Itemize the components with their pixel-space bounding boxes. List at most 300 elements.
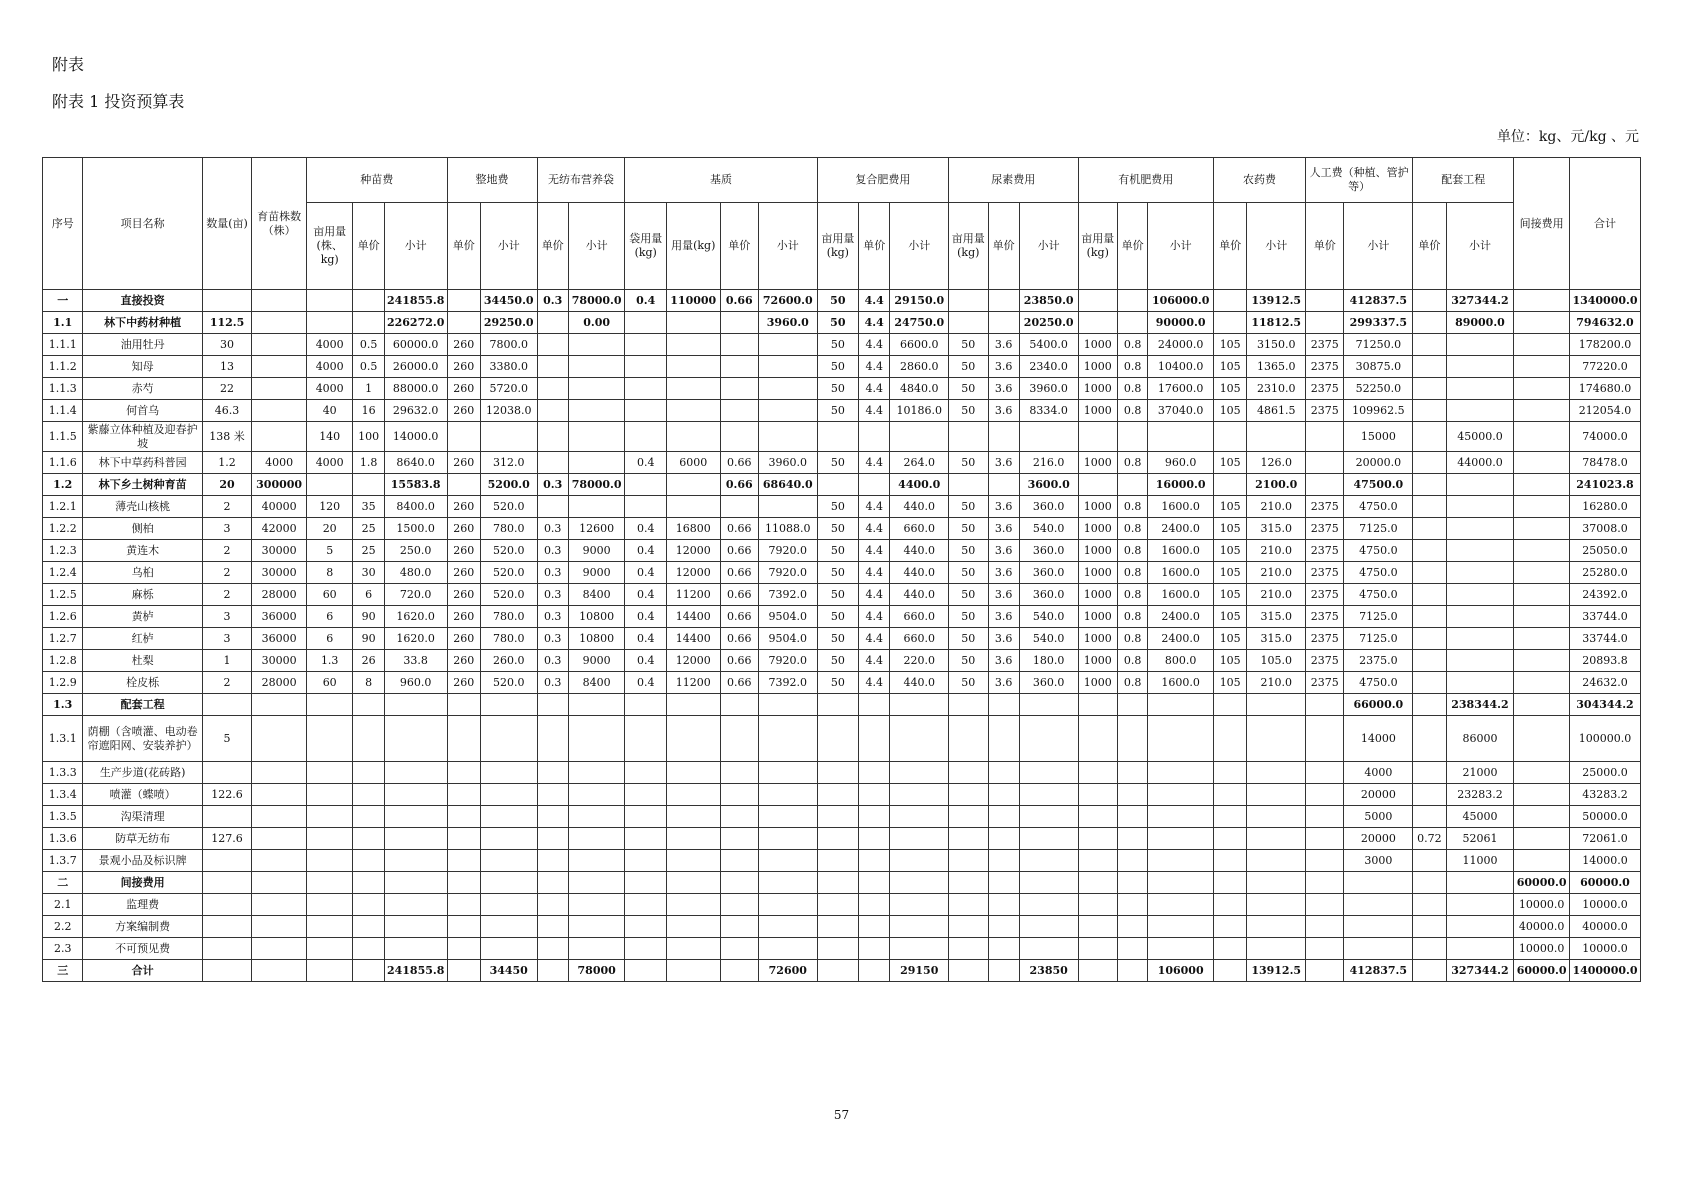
table-cell: 6600.0: [890, 334, 949, 356]
table-cell: [447, 312, 480, 334]
table-cell: 2: [202, 540, 252, 562]
table-cell: 3: [202, 518, 252, 540]
table-cell: [1214, 828, 1247, 850]
table-cell: [252, 828, 307, 850]
table-cell: [1019, 872, 1078, 894]
table-cell: [666, 850, 720, 872]
table-cell: 17600.0: [1148, 378, 1214, 400]
table-cell: 520.0: [480, 584, 537, 606]
table-cell: 7920.0: [758, 540, 817, 562]
table-cell: [1117, 290, 1147, 312]
table-cell: [568, 422, 625, 452]
table-cell: [625, 694, 666, 716]
table-cell: [353, 938, 384, 960]
table-cell: [1413, 716, 1446, 762]
table-cell: 794632.0: [1569, 312, 1640, 334]
table-cell: [1148, 806, 1214, 828]
table-cell: [625, 762, 666, 784]
table-row: [43, 716, 1641, 762]
table-cell: 23850.0: [1019, 290, 1078, 312]
sub-header: 小计: [890, 203, 949, 290]
table-cell: 0.4: [625, 628, 666, 650]
table-cell: 4000: [306, 356, 353, 378]
table-cell: 3: [202, 606, 252, 628]
row-item-name: 防草无纺布: [83, 828, 202, 850]
table-row: [43, 606, 1641, 628]
table-cell: [1148, 916, 1214, 938]
header-substrate: 基质: [625, 158, 817, 203]
table-cell: [625, 938, 666, 960]
table-cell: [1247, 784, 1306, 806]
table-cell: [817, 916, 858, 938]
table-cell: 50: [817, 584, 858, 606]
table-cell: 3960.0: [758, 452, 817, 474]
table-cell: [1306, 960, 1344, 982]
table-cell: [1148, 762, 1214, 784]
table-cell: [306, 960, 353, 982]
table-cell: [1306, 916, 1344, 938]
table-cell: 11200: [666, 584, 720, 606]
table-cell: [1413, 496, 1446, 518]
table-cell: 299337.5: [1344, 312, 1413, 334]
table-cell: 50: [949, 562, 988, 584]
table-cell: [625, 872, 666, 894]
table-cell: 22: [202, 378, 252, 400]
table-cell: [252, 378, 307, 400]
table-cell: [1117, 474, 1147, 496]
table-cell: [568, 784, 625, 806]
header-compound-fert: 复合肥费用: [817, 158, 948, 203]
table-cell: [1214, 474, 1247, 496]
table-cell: 2100.0: [1247, 474, 1306, 496]
table-cell: 29250.0: [480, 312, 537, 334]
table-cell: 660.0: [890, 518, 949, 540]
table-cell: [666, 916, 720, 938]
table-cell: [1117, 828, 1147, 850]
table-cell: 0.3: [537, 562, 568, 584]
table-cell: 540.0: [1019, 518, 1078, 540]
table-cell: [1214, 784, 1247, 806]
sub-header: 单价: [353, 203, 384, 290]
table-cell: [1413, 540, 1446, 562]
table-cell: 4750.0: [1344, 672, 1413, 694]
table-cell: [859, 828, 890, 850]
table-cell: 241023.8: [1569, 474, 1640, 496]
table-cell: [890, 422, 949, 452]
table-cell: 16: [353, 400, 384, 422]
table-cell: 60000.0: [1514, 872, 1570, 894]
row-item-name: 薄壳山核桃: [83, 496, 202, 518]
table-cell: 50: [817, 628, 858, 650]
table-cell: [666, 872, 720, 894]
table-cell: [988, 828, 1019, 850]
table-cell: [353, 474, 384, 496]
sub-header: 小计: [1148, 203, 1214, 290]
table-cell: [1078, 916, 1117, 938]
table-cell: [202, 290, 252, 312]
table-cell: [1306, 312, 1344, 334]
table-cell: [720, 872, 758, 894]
table-cell: [1117, 762, 1147, 784]
table-cell: [949, 474, 988, 496]
table-cell: [758, 400, 817, 422]
table-cell: [1446, 562, 1514, 584]
table-row: [43, 422, 1641, 452]
table-cell: 138 米: [202, 422, 252, 452]
table-cell: 40000: [252, 496, 307, 518]
table-row: [43, 938, 1641, 960]
table-cell: 260: [447, 356, 480, 378]
table-cell: 60: [306, 672, 353, 694]
table-cell: [480, 694, 537, 716]
table-cell: [1514, 540, 1570, 562]
table-cell: 0.3: [537, 628, 568, 650]
table-cell: [1413, 400, 1446, 422]
table-cell: 24000.0: [1148, 334, 1214, 356]
table-cell: [447, 828, 480, 850]
table-cell: 2375: [1306, 356, 1344, 378]
table-cell: [1514, 400, 1570, 422]
table-cell: 16000.0: [1148, 474, 1214, 496]
table-cell: 50: [949, 496, 988, 518]
table-cell: [1078, 474, 1117, 496]
sub-header: 亩用量(kg): [1078, 203, 1117, 290]
table-cell: [890, 828, 949, 850]
table-cell: [202, 960, 252, 982]
table-cell: 3.6: [988, 378, 1019, 400]
table-cell: 105: [1214, 334, 1247, 356]
table-cell: 360.0: [1019, 584, 1078, 606]
table-cell: [666, 716, 720, 762]
table-cell: [625, 334, 666, 356]
table-cell: 226272.0: [384, 312, 447, 334]
table-cell: 43283.2: [1569, 784, 1640, 806]
table-cell: [447, 422, 480, 452]
table-cell: [1117, 872, 1147, 894]
table-cell: [480, 806, 537, 828]
table-cell: [890, 806, 949, 828]
table-cell: [384, 806, 447, 828]
table-cell: 12000: [666, 562, 720, 584]
table-cell: 360.0: [1019, 672, 1078, 694]
table-cell: 0.8: [1117, 606, 1147, 628]
table-cell: [1117, 938, 1147, 960]
table-cell: [568, 694, 625, 716]
table-cell: [758, 356, 817, 378]
table-cell: 110000: [666, 290, 720, 312]
table-cell: 1000: [1078, 496, 1117, 518]
table-cell: [1078, 806, 1117, 828]
table-cell: [353, 806, 384, 828]
table-cell: 1: [202, 650, 252, 672]
table-cell: 3: [202, 628, 252, 650]
table-cell: [537, 784, 568, 806]
table-cell: [306, 938, 353, 960]
table-cell: 241855.8: [384, 290, 447, 312]
table-cell: 2400.0: [1148, 606, 1214, 628]
table-cell: [758, 872, 817, 894]
table-row: [43, 452, 1641, 474]
table-cell: [1078, 762, 1117, 784]
table-cell: [480, 716, 537, 762]
table-cell: [447, 806, 480, 828]
table-cell: [720, 694, 758, 716]
table-cell: 0.8: [1117, 540, 1147, 562]
table-cell: 3960.0: [758, 312, 817, 334]
table-cell: 52250.0: [1344, 378, 1413, 400]
table-cell: 24632.0: [1569, 672, 1640, 694]
sub-header: 单价: [1413, 203, 1446, 290]
table-cell: 780.0: [480, 518, 537, 540]
row-item-name: 紫藤立体种植及迎春护坡: [83, 422, 202, 452]
table-cell: 1340000.0: [1569, 290, 1640, 312]
table-cell: 15000: [1344, 422, 1413, 452]
table-cell: 238344.2: [1446, 694, 1514, 716]
table-cell: [1148, 850, 1214, 872]
table-cell: [306, 474, 353, 496]
table-cell: [1413, 356, 1446, 378]
table-cell: 220.0: [890, 650, 949, 672]
table-cell: 780.0: [480, 606, 537, 628]
table-cell: [720, 496, 758, 518]
table-cell: [1514, 784, 1570, 806]
sub-header: 单价: [1214, 203, 1247, 290]
table-cell: 30000: [252, 540, 307, 562]
table-cell: [447, 784, 480, 806]
table-row: [43, 916, 1641, 938]
table-cell: [890, 916, 949, 938]
header-supporting: 配套工程: [1413, 158, 1514, 203]
table-cell: [666, 334, 720, 356]
table-cell: 127.6: [202, 828, 252, 850]
table-cell: [1413, 452, 1446, 474]
table-cell: 0.3: [537, 650, 568, 672]
table-cell: 180.0: [1019, 650, 1078, 672]
table-cell: 46.3: [202, 400, 252, 422]
table-cell: 105: [1214, 496, 1247, 518]
table-cell: 0.4: [625, 562, 666, 584]
table-cell: [1117, 716, 1147, 762]
table-cell: 14400: [666, 628, 720, 650]
table-cell: 0.8: [1117, 562, 1147, 584]
table-cell: [252, 916, 307, 938]
table-cell: 50: [949, 628, 988, 650]
table-cell: [625, 960, 666, 982]
table-cell: 1: [353, 378, 384, 400]
table-cell: 13: [202, 356, 252, 378]
table-cell: 412837.5: [1344, 960, 1413, 982]
table-cell: [480, 938, 537, 960]
table-title: 附表 1 投资预算表: [52, 92, 185, 111]
table-cell: 10400.0: [1148, 356, 1214, 378]
table-cell: 50: [949, 540, 988, 562]
table-cell: 78000: [568, 960, 625, 982]
table-cell: [568, 334, 625, 356]
table-cell: 260.0: [480, 650, 537, 672]
table-cell: [252, 894, 307, 916]
table-cell: [480, 422, 537, 452]
row-seq: 1.2: [43, 474, 83, 496]
table-cell: [1214, 806, 1247, 828]
table-row: [43, 540, 1641, 562]
table-cell: [1019, 850, 1078, 872]
table-cell: 24750.0: [890, 312, 949, 334]
table-cell: 12600: [568, 518, 625, 540]
table-cell: [666, 784, 720, 806]
table-cell: [252, 960, 307, 982]
table-cell: 315.0: [1247, 518, 1306, 540]
table-cell: 2375: [1306, 378, 1344, 400]
sub-header: 小计: [1019, 203, 1078, 290]
row-seq: 1.1.2: [43, 356, 83, 378]
table-cell: [306, 828, 353, 850]
table-cell: [537, 806, 568, 828]
table-cell: [1306, 828, 1344, 850]
table-row: [43, 378, 1641, 400]
table-cell: 0.66: [720, 650, 758, 672]
table-cell: 11812.5: [1247, 312, 1306, 334]
table-cell: [568, 916, 625, 938]
row-item-name: 不可预见费: [83, 938, 202, 960]
sub-header: 小计: [384, 203, 447, 290]
table-cell: 0.66: [720, 562, 758, 584]
table-cell: 50: [817, 496, 858, 518]
table-cell: 0.8: [1117, 496, 1147, 518]
table-cell: [859, 784, 890, 806]
table-cell: 327344.2: [1446, 960, 1514, 982]
table-cell: [1344, 872, 1413, 894]
table-cell: [949, 312, 988, 334]
table-cell: [1214, 762, 1247, 784]
table-cell: [949, 784, 988, 806]
table-cell: [1148, 828, 1214, 850]
table-cell: 210.0: [1247, 496, 1306, 518]
table-cell: 30: [202, 334, 252, 356]
table-cell: [1514, 606, 1570, 628]
table-cell: 50: [949, 672, 988, 694]
table-cell: [988, 872, 1019, 894]
table-cell: [1446, 496, 1514, 518]
table-cell: 4750.0: [1344, 496, 1413, 518]
table-cell: [1078, 694, 1117, 716]
table-cell: [949, 960, 988, 982]
row-item-name: 荫棚（含喷灌、电动卷帘遮阳网、安装养护）: [83, 716, 202, 762]
table-cell: 50: [949, 518, 988, 540]
table-cell: [1514, 650, 1570, 672]
table-cell: [568, 762, 625, 784]
row-item-name: 监理费: [83, 894, 202, 916]
table-cell: 2: [202, 496, 252, 518]
table-cell: [384, 850, 447, 872]
row-seq: 1.3.6: [43, 828, 83, 850]
table-cell: 7800.0: [480, 334, 537, 356]
table-cell: [252, 694, 307, 716]
table-cell: 50000.0: [1569, 806, 1640, 828]
table-cell: 11088.0: [758, 518, 817, 540]
table-cell: 8: [306, 562, 353, 584]
table-cell: [1214, 916, 1247, 938]
table-cell: [859, 938, 890, 960]
table-cell: 260: [447, 400, 480, 422]
table-cell: [1514, 828, 1570, 850]
page-number: 57: [833, 1108, 850, 1122]
table-cell: [1078, 872, 1117, 894]
table-cell: [568, 938, 625, 960]
table-cell: 25280.0: [1569, 562, 1640, 584]
table-cell: 5: [202, 716, 252, 762]
table-cell: 0.4: [625, 584, 666, 606]
table-cell: 0.72: [1413, 828, 1446, 850]
row-seq: 1.3.3: [43, 762, 83, 784]
sub-header: 小计: [480, 203, 537, 290]
table-cell: 50: [817, 334, 858, 356]
table-cell: [568, 356, 625, 378]
table-cell: [1413, 806, 1446, 828]
table-cell: [568, 716, 625, 762]
table-cell: [568, 872, 625, 894]
table-cell: [625, 828, 666, 850]
table-cell: [1514, 474, 1570, 496]
sub-header: 小计: [758, 203, 817, 290]
table-cell: [306, 762, 353, 784]
table-cell: [625, 422, 666, 452]
table-cell: 0.66: [720, 452, 758, 474]
table-cell: 0.8: [1117, 356, 1147, 378]
table-cell: 20893.8: [1569, 650, 1640, 672]
table-cell: 126.0: [1247, 452, 1306, 474]
table-cell: [949, 938, 988, 960]
table-cell: 2375: [1306, 562, 1344, 584]
table-cell: 45000.0: [1446, 422, 1514, 452]
table-cell: [447, 290, 480, 312]
table-cell: 140: [306, 422, 353, 452]
table-cell: [252, 356, 307, 378]
table-cell: 50: [817, 452, 858, 474]
table-cell: [1078, 894, 1117, 916]
table-cell: [306, 312, 353, 334]
table-cell: 1000: [1078, 606, 1117, 628]
table-cell: [1117, 894, 1147, 916]
table-cell: 50: [949, 334, 988, 356]
table-cell: [1514, 716, 1570, 762]
table-cell: 90: [353, 628, 384, 650]
sub-header: 单价: [1306, 203, 1344, 290]
table-row: [43, 762, 1641, 784]
table-cell: 4750.0: [1344, 584, 1413, 606]
table-cell: [447, 916, 480, 938]
row-seq: 三: [43, 960, 83, 982]
table-cell: 0.66: [720, 540, 758, 562]
table-cell: [890, 894, 949, 916]
table-cell: 35: [353, 496, 384, 518]
table-cell: 4750.0: [1344, 540, 1413, 562]
table-cell: 1.3: [306, 650, 353, 672]
row-item-name: 林下乡土树种育苗: [83, 474, 202, 496]
table-cell: 9000: [568, 562, 625, 584]
header-seed-cost: 种苗费: [306, 158, 447, 203]
table-cell: [949, 716, 988, 762]
table-cell: 50: [817, 672, 858, 694]
table-cell: 28000: [252, 584, 307, 606]
table-cell: [949, 916, 988, 938]
table-cell: 106000.0: [1148, 290, 1214, 312]
table-cell: [666, 356, 720, 378]
table-cell: [949, 894, 988, 916]
table-cell: 2375: [1306, 584, 1344, 606]
table-cell: 0.4: [625, 650, 666, 672]
table-cell: 0.3: [537, 290, 568, 312]
table-cell: [447, 938, 480, 960]
